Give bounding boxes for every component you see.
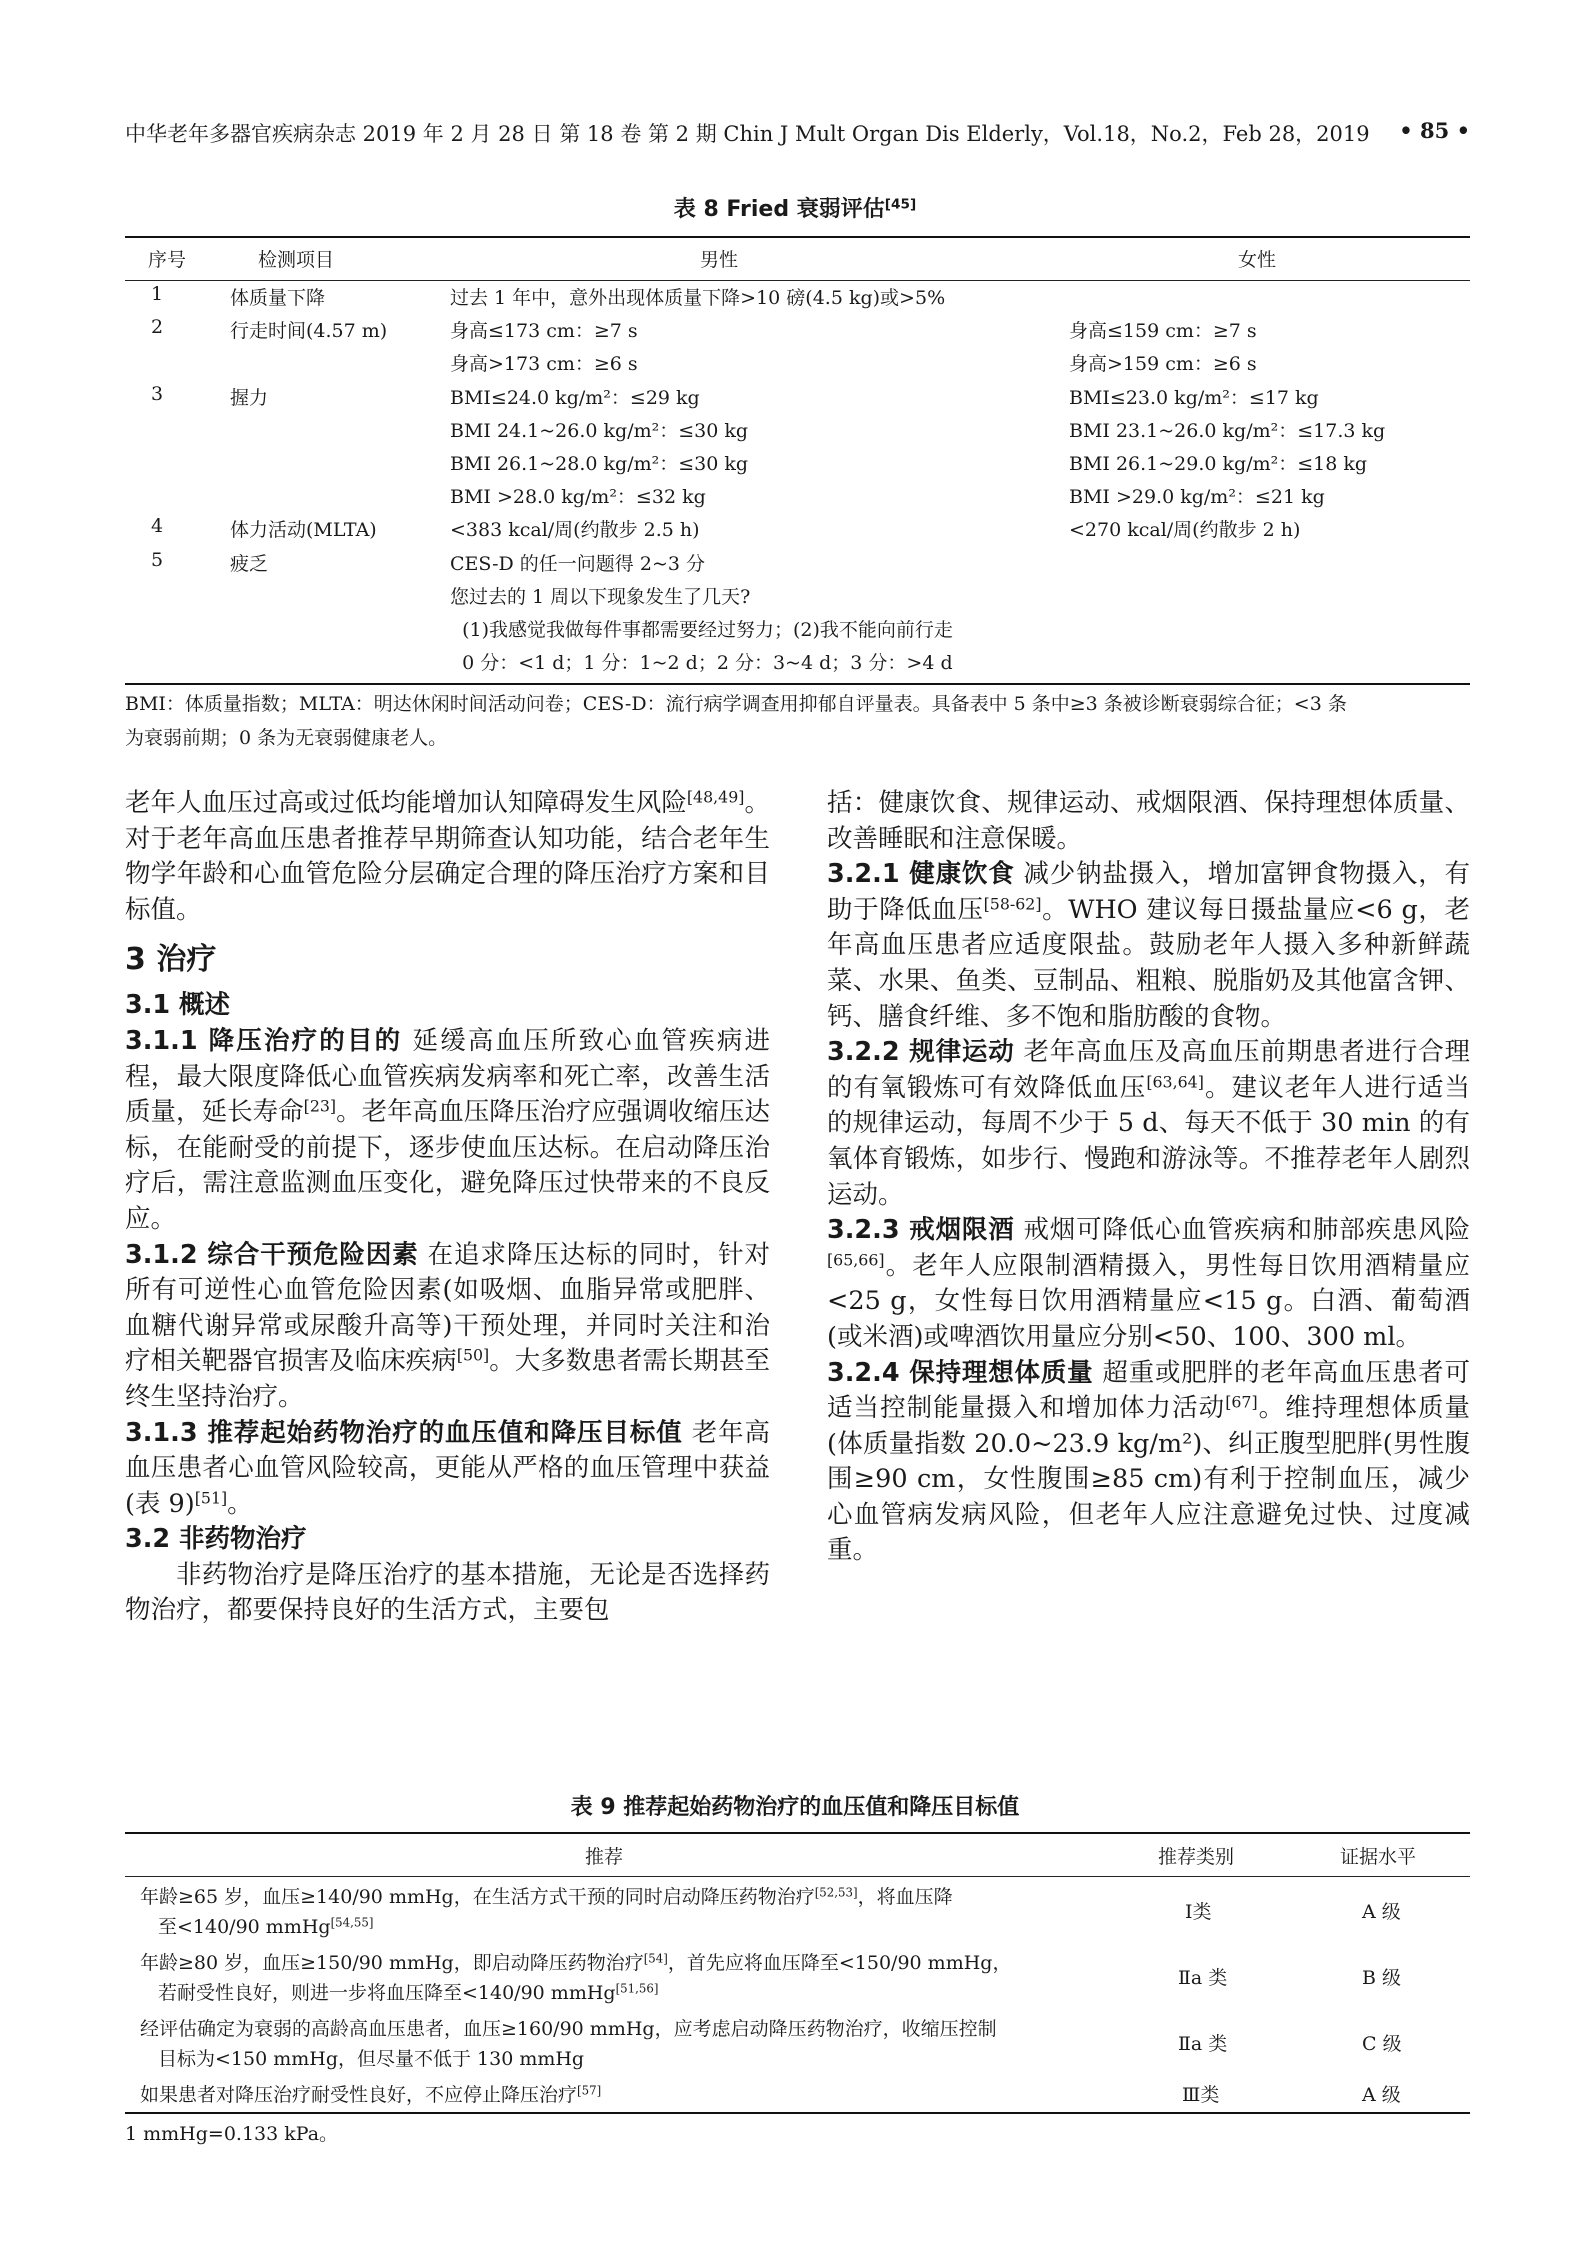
section-3-2-heading: 3.2 非药物治疗 bbox=[125, 1524, 307, 1555]
t8-row12-col3: 0 分：<1 d；1 分：1~2 d；2 分：3~4 d；3 分：>4 d bbox=[450, 652, 953, 675]
t8-row2-col1: 2 bbox=[151, 316, 164, 339]
t8-row8-col2: 体力活动(MLTA) bbox=[230, 519, 377, 542]
t9-row2-level: B 级 bbox=[1362, 1967, 1402, 1989]
t8-header-item: 检测项目 bbox=[258, 249, 335, 271]
page-number: • 85 • bbox=[1399, 118, 1470, 143]
table9-caption: 表 9 推荐起始药物治疗的血压值和降压目标值 bbox=[570, 1795, 1020, 1820]
right-column bbox=[827, 786, 1470, 1569]
section-3-2-1: 3.2.1 健康饮食 减少钠盐摄入，增加富钾食物摄入，有助于降低血压[58-62]。WHO 建议每日摄盐量应<6 g，老年高血压患者应适度限盐。鼓励老年人摄入多种新鲜蔬菜、水果、鱼类、豆制品、粗粮、脱脂奶及其他富含钾、钙、膳食纤维、多不饱和脂肪酸的食物。 bbox=[827, 859, 1471, 1032]
t8-row1-col2: 体质量下降 bbox=[230, 287, 326, 309]
paragraph-cognition: 老年人血压过高或过低均能增加认知障碍发生风险[48,49]。对于老年高血压患者推荐早期筛查认知功能，结合老年生物学年龄和心血管危险分层确定合理的降压治疗方案和目标值。 bbox=[125, 787, 770, 925]
t8-row4-col3: BMI≤24.0 kg/m²：≤29 kg bbox=[450, 386, 700, 409]
section-3-1-2: 3.1.2 综合干预危险因素 在追求降压达标的同时，针对所有可逆性心血管危险因素(如吸烟、血脂异常或肥胖、血糖代谢异常或尿酸升高等)干预处理，并同时关注和治疗相关靶器官损害及临床疾病[50]。大多数患者需长期甚至终生坚持治疗。 bbox=[125, 1239, 770, 1412]
section-3-1-1: 3.1.1 降压治疗的目的 延缓高血压所致心血管疾病进程，最大限度降低心血管疾病发病率和死亡率，改善生活质量，延长寿命[23]。老年高血压降压治疗应强调收缩压达标，在能耐受的前提下，逐步使血压达标。在启动降压治疗后，需注意监测血压变化，避免降压过快带来的不良反应。 bbox=[125, 1025, 770, 1234]
section-3-2-2: 3.2.2 规律运动 老年高血压及高血压前期患者进行合理的有氧锻炼可有效降低血压[63,64]。建议老年人进行适当的规律运动，每周不少于 5 d、每天不低于 30 min 的有氧体育锻炼，如步行、慢跑和游泳等。不推荐老年人剧烈运动。 bbox=[827, 1037, 1471, 1210]
table8-top-rule bbox=[125, 236, 1470, 238]
t8-row8-col3: <383 kcal/周(约散步 2.5 h) bbox=[450, 519, 700, 542]
section-3-1-heading: 3.1 概述 bbox=[125, 990, 231, 1021]
section-3-2-text: 非药物治疗是降压治疗的基本措施，无论是否选择药物治疗，都要保持良好的生活方式，主要包 bbox=[125, 1559, 770, 1626]
t9-row2-text-2: 若耐受性良好，则进一步将血压降至<140/90 mmHg[51,56] bbox=[158, 1981, 659, 2004]
table9-header-rule bbox=[125, 1876, 1470, 1877]
t9-row1-text: 年龄≥65 岁，血压≥140/90 mmHg，在生活方式干预的同时启动降压药物治疗[52,53]，将血压降 bbox=[140, 1885, 953, 1908]
t8-row3-col4: 身高>159 cm：≥6 s bbox=[1069, 353, 1257, 376]
t9-header-recommendation: 推荐 bbox=[585, 1846, 624, 1868]
table8-caption: 表 8 Fried 衰弱评估[45] bbox=[673, 196, 917, 222]
table9-top-rule bbox=[125, 1832, 1470, 1834]
t8-row8-col4: <270 kcal/周(约散步 2 h) bbox=[1069, 519, 1301, 542]
t8-row11-col3: (1)我感觉我做每件事都需要经过努力；(2)我不能向前行走 bbox=[450, 619, 953, 641]
t8-row1-col1: 1 bbox=[151, 283, 164, 305]
section-3-heading: 3 治疗 bbox=[125, 942, 217, 978]
journal-info: 中华老年多器官疾病杂志 2019 年 2 月 28 日 第 18 卷 第 2 期 Chin J Mult Organ Dis Elderly，Vol.18，No.2，Feb 28，2019 bbox=[125, 122, 1370, 146]
t9-row1-text-2: 至<140/90 mmHg[54,55] bbox=[158, 1915, 374, 1938]
t8-header-female: 女性 bbox=[1238, 249, 1277, 271]
t9-row1-class: Ⅰ类 bbox=[1185, 1901, 1212, 1923]
t8-row5-col3: BMI 24.1~26.0 kg/m²：≤30 kg bbox=[450, 419, 749, 442]
t8-row7-col3: BMI >28.0 kg/m²：≤32 kg bbox=[450, 486, 706, 509]
t8-row5-col4: BMI 23.1~26.0 kg/m²：≤17.3 kg bbox=[1069, 419, 1386, 442]
t8-row3-col3: 身高>173 cm：≥6 s bbox=[450, 353, 638, 376]
t8-row2-col2: 行走时间(4.57 m) bbox=[230, 320, 388, 343]
t8-row4-col4: BMI≤23.0 kg/m²：≤17 kg bbox=[1069, 386, 1319, 409]
t9-row4-class: Ⅲ类 bbox=[1182, 2084, 1220, 2106]
section-3-2-4: 3.2.4 保持理想体质量 超重或肥胖的老年高血压患者可适当控制能量摄入和增加体力活动[67]。维持理想体质量(体质量指数 20.0~23.9 kg/m²)、纠正腹型肥胖(男性腹围≥90 cm，女性腹围≥85 cm)有利于控制血压，减少心血管病发病风险，但老年人应注意避免过快、过度减重。 bbox=[827, 1357, 1471, 1566]
t9-row2-class: Ⅱa 类 bbox=[1178, 1967, 1228, 1989]
table9-note: 1 mmHg=0.133 kPa。 bbox=[125, 2123, 339, 2145]
t8-row6-col4: BMI 26.1~29.0 kg/m²：≤18 kg bbox=[1069, 453, 1368, 475]
table8-note: BMI：体质量指数；MLTA：明达休闲时间活动问卷；CES-D：流行病学调查用抑郁自评量表。具备表中 5 条中≥3 条被诊断衰弱综合征；<3 条 为衰弱前期；0 条为无衰弱健康老人。 bbox=[125, 693, 1347, 749]
paragraph-lifestyle: 括：健康饮食、规律运动、戒烟限酒、保持理想体质量、改善睡眠和注意保暖。 bbox=[827, 788, 1470, 854]
t8-row7-col4: BMI >29.0 kg/m²：≤21 kg bbox=[1069, 486, 1325, 509]
t9-row4-level: A 级 bbox=[1362, 2084, 1401, 2106]
running-header bbox=[125, 118, 1470, 148]
t9-row3-text: 经评估确定为衰弱的高龄高血压患者，血压≥160/90 mmHg，应考虑启动降压药物治疗，收缩压控制 bbox=[140, 2018, 997, 2040]
t8-row4-col1: 3 bbox=[151, 382, 164, 405]
t9-row1-level: A 级 bbox=[1362, 1901, 1401, 1923]
table8-bottom-rule bbox=[125, 683, 1470, 685]
t8-row9-col3: CES-D 的任一问题得 2~3 分 bbox=[450, 552, 705, 575]
t8-row1-col3: 过去 1 年中，意外出现体质量下降>10 磅(4.5 kg)或>5% bbox=[450, 287, 946, 309]
t8-header-male: 男性 bbox=[700, 249, 739, 271]
left-column bbox=[125, 786, 770, 1629]
t8-row8-col1: 4 bbox=[151, 515, 164, 538]
t9-row3-level: C 级 bbox=[1362, 2033, 1402, 2055]
t8-row4-col2: 握力 bbox=[230, 386, 269, 409]
section-3-1-3: 3.1.3 推荐起始药物治疗的血压值和降压目标值 老年高血压患者心血管风险较高，更能从严格的血压管理中获益(表 9)[51]。 bbox=[125, 1417, 771, 1519]
t8-row10-col3: 您过去的 1 周以下现象发生了几天? bbox=[450, 585, 751, 608]
t9-row2-text: 年龄≥80 岁，血压≥150/90 mmHg，即启动降压药物治疗[54]，首先应将血压降至<150/90 mmHg， bbox=[140, 1951, 1012, 1974]
t8-row2-col3: 身高≤173 cm：≥7 s bbox=[450, 320, 638, 343]
table9-bottom-rule bbox=[125, 2112, 1470, 2114]
t9-row3-class: Ⅱa 类 bbox=[1178, 2033, 1228, 2055]
t9-row3-text-2: 目标为<150 mmHg，但尽量不低于 130 mmHg bbox=[158, 2048, 585, 2070]
t8-row9-col1: 5 bbox=[151, 548, 164, 571]
t8-header-no: 序号 bbox=[148, 249, 187, 271]
t8-row9-col2: 疲乏 bbox=[230, 552, 269, 575]
t9-header-class: 推荐类别 bbox=[1158, 1846, 1235, 1868]
t8-row6-col3: BMI 26.1~28.0 kg/m²：≤30 kg bbox=[450, 453, 749, 475]
table8-header-rule bbox=[125, 280, 1470, 281]
section-3-2-3: 3.2.3 戒烟限酒 戒烟可降低心血管疾病和肺部疾患风险[65,66]。老年人应限制酒精摄入，男性每日饮用酒精量应<25 g，女性每日饮用酒精量应<15 g。白酒、葡萄酒(或米酒)或啤酒饮用量应分别<50、100、300 ml。 bbox=[827, 1215, 1471, 1352]
t9-header-level: 证据水平 bbox=[1340, 1846, 1417, 1868]
t8-row2-col4: 身高≤159 cm：≥7 s bbox=[1069, 320, 1257, 343]
t9-row4-text: 如果患者对降压治疗耐受性良好，不应停止降压治疗[57] bbox=[140, 2083, 602, 2106]
